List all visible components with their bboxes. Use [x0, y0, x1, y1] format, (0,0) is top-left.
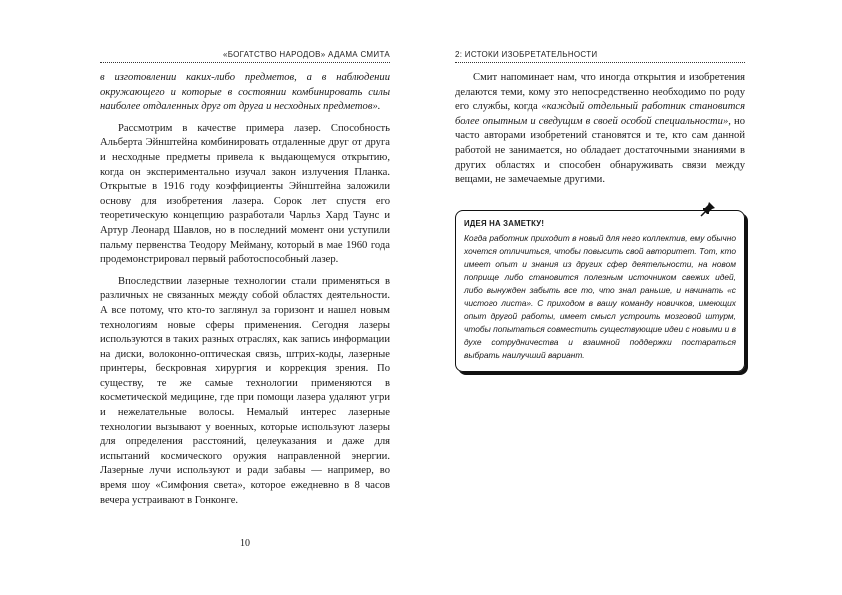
quote-continuation: в изготовлении каких-либо предметов, а в наблюдении окружающего и которые в состоянии комбинировать силы наиболее отдаленных друг от друга и несходных предметов».: [100, 72, 390, 113]
smith-quote: «каждый отдельный работник становится более опытным и сведущим в своей особой специальности»: [455, 101, 745, 127]
running-head-left: «БОГАТСТВО НАРОДОВ» АДАМА СМИТА: [222, 50, 390, 59]
page-number: 10: [240, 538, 250, 549]
header-rule-right: [455, 62, 745, 63]
right-body-text: [455, 71, 745, 188]
idea-note-box: [455, 210, 745, 372]
paragraph-smith-start: Смит напоминает нам, что иногда открытия и изобретения делаются теми, кому это непосредственно необходимо по роду его службы, когда: [455, 72, 745, 113]
note-body: Когда работник приходит в новый для него коллектив, ему обычно хочется отличиться, чтобы повысить свой авторитет. Тот, кто имеет опыт и знания из других сфер деятельности, на новом поприще либо становится полезным источником свежих идей, либо вынужден забыть все то, что знал раньше, и начинать «с чистого листа». С приходом в вашу команду новичков, имеющих опыт другой работы, имеет смысл устроить мозговой штурм, чтобы попытаться совместить существующие идеи с новыми и в духе сотрудничества и взаимной поддержки постараться выбрать наилучший вариант.: [464, 232, 736, 360]
right-page: [455, 0, 745, 595]
header-rule-left: [100, 62, 390, 63]
left-body-text: [100, 71, 390, 508]
paragraph-smith-end: , но часто авторами изобретений становятся и те, кто сам данной работой не занимается, но обладает достаточными знаниями в других областях и способен обнаруживать связи между вещами, не замечаемые другими.: [455, 115, 746, 186]
note-title: ИДЕЯ НА ЗАМЕТКУ!: [464, 218, 545, 228]
paragraph-smith: [455, 71, 745, 188]
paragraph-laser-applications: Впоследствии лазерные технологии стали применяться в различных не связанных между собой областях деятельности. А все потому, что кто-то заглянул за горизонт и нашел новым технологиям новые сферы применения. Сегодня лазеры используются в таких разных отраслях, как запись информации на диски, волоконно-оптическая связь, штрих-коды, лазерные принтеры, бескровная хирургия и коррекция зрения. По существу, те же самые технологии применяются в косметической медицине, где при помощи лазера удаляют угри и нежелательные волосы. Немалый интерес лазерные технологии вызывают у военных, которые используют лазеры для определения расстояний, целеуказания и даже для испытаний космического оружия направленной энергии. Лазерные лучи используют и ради забавы — например, во время шоу «Симфония света», которое ежедневно в 8 часов вечера устраивают в Гонконге.: [100, 275, 390, 506]
paragraph-laser-history: Рассмотрим в качестве примера лазер. Способность Альберта Эйнштейна комбинировать отдаленные друг от друга и несходные предметы привела к выдающемуся открытию, когда он экспериментально изучал закон излучения Планка. Открытые в 1916 году коэффициенты Эйнштейна заложили основу для изобретения лазера. Сорок лет спустя его теоретическую концепцию разработали Чарльз Хард Таунс и Артур Леонард Шавлов, но в последний момент они уступили пальму первенства Теодору Мейману, который в мае 1960 года продемонстрировал первый работоспособный лазер.: [100, 122, 390, 266]
running-head-right: 2: ИСТОКИ ИЗОБРЕТАТЕЛЬНОСТИ: [455, 50, 598, 59]
pushpin-icon: [700, 201, 716, 217]
left-page: [100, 0, 390, 595]
